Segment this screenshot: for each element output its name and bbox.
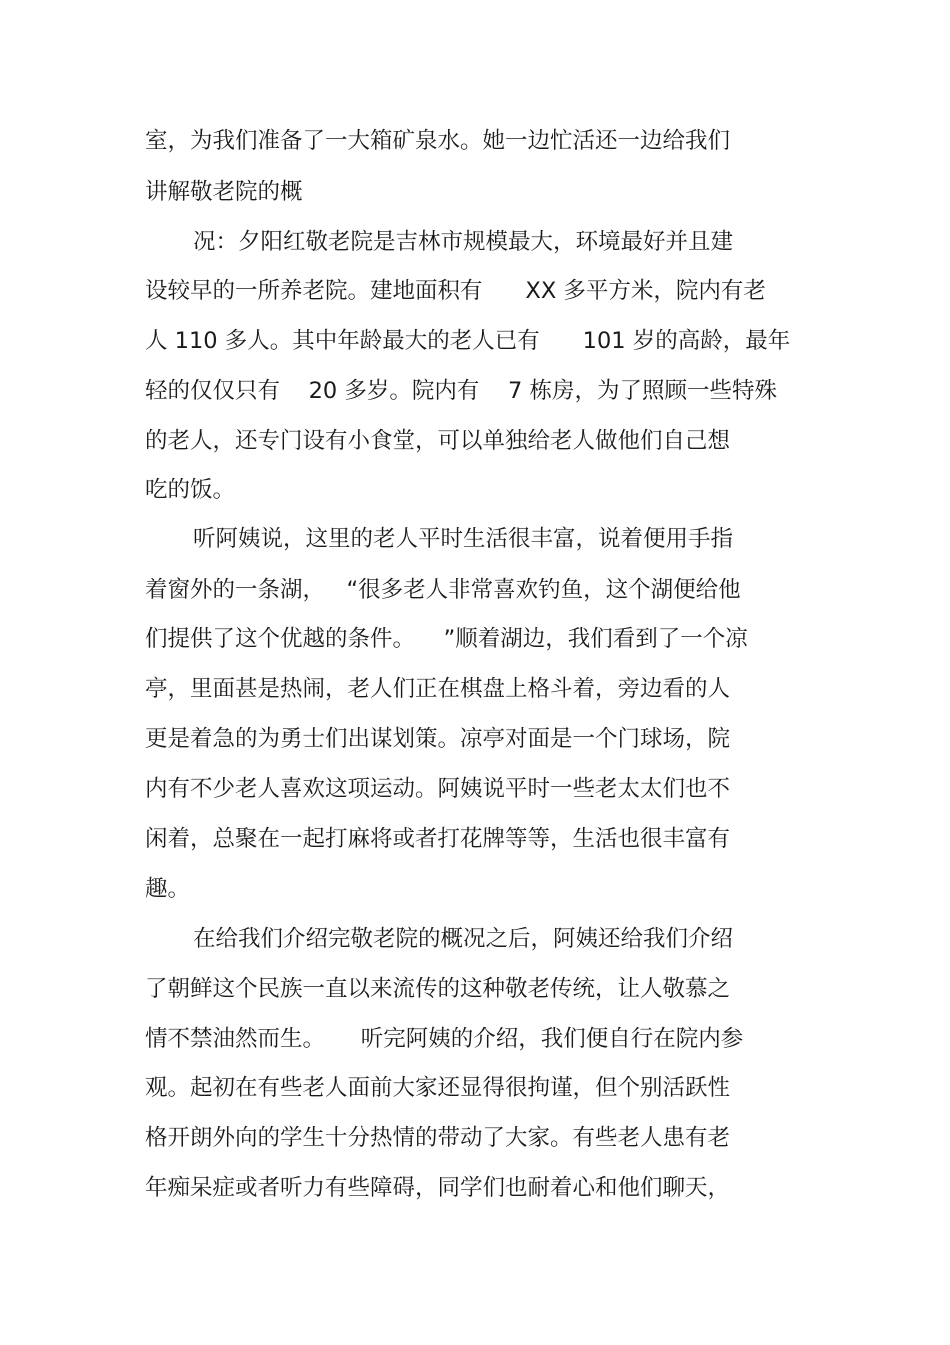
text-line: 年痴呆症或者听力有些障碍，同学们也耐着心和他们聊天， [145, 1175, 731, 1201]
text-line: 轻的仅仅只有 20 多岁。院内有 7 栋房，为了照顾一些特殊 [145, 378, 777, 404]
text-line: 况：夕阳红敬老院是吉林市规模最大，环境最好并且建 [193, 229, 734, 255]
text-line: 趣。 [145, 876, 191, 902]
text-line: 亭，里面甚是热闹，老人们正在棋盘上格斗着，旁边看的人 [145, 676, 731, 702]
text-line: 了朝鲜这个民族一直以来流传的这种敬老传统，让人敬慕之 [145, 976, 731, 1002]
text-line: 讲解敬老院的概 [145, 179, 303, 205]
text-line: 们提供了这个优越的条件。 ”顺着湖边，我们看到了一个凉 [145, 626, 748, 652]
text-line: 室，为我们准备了一大箱矿泉水。她一边忙活还一边给我们 [145, 128, 731, 154]
text-line: 设较早的一所养老院。建地面积有 XX 多平方米，院内有老 [145, 278, 766, 304]
text-line: 闲着，总聚在一起打麻将或者打花牌等等，生活也很丰富有 [145, 826, 731, 852]
text-line: 听阿姨说，这里的老人平时生活很丰富，说着便用手指 [193, 526, 734, 552]
text-line: 情不禁油然而生。 听完阿姨的介绍，我们便自行在院内参 [145, 1026, 744, 1052]
text-line: 更是着急的为勇士们出谋划策。凉亭对面是一个门球场，院 [145, 726, 731, 752]
text-line: 观。起初在有些老人面前大家还显得很拘谨，但个别活跃性 [145, 1075, 731, 1101]
text-line: 在给我们介绍完敬老院的概况之后，阿姨还给我们介绍 [193, 926, 734, 952]
text-line: 吃的饭。 [145, 477, 236, 503]
text-line: 着窗外的一条湖， “很多老人非常喜欢钓鱼，这个湖便给他 [145, 577, 741, 603]
text-line: 的老人，还专门设有小食堂，可以单独给老人做他们自己想 [145, 428, 731, 454]
text-line: 格开朗外向的学生十分热情的带动了大家。有些老人患有老 [145, 1125, 731, 1151]
text-line: 内有不少老人喜欢这项运动。阿姨说平时一些老太太们也不 [145, 776, 731, 802]
text-line: 人 110 多人。其中年龄最大的老人已有 101 岁的高龄，最年 [145, 328, 791, 354]
